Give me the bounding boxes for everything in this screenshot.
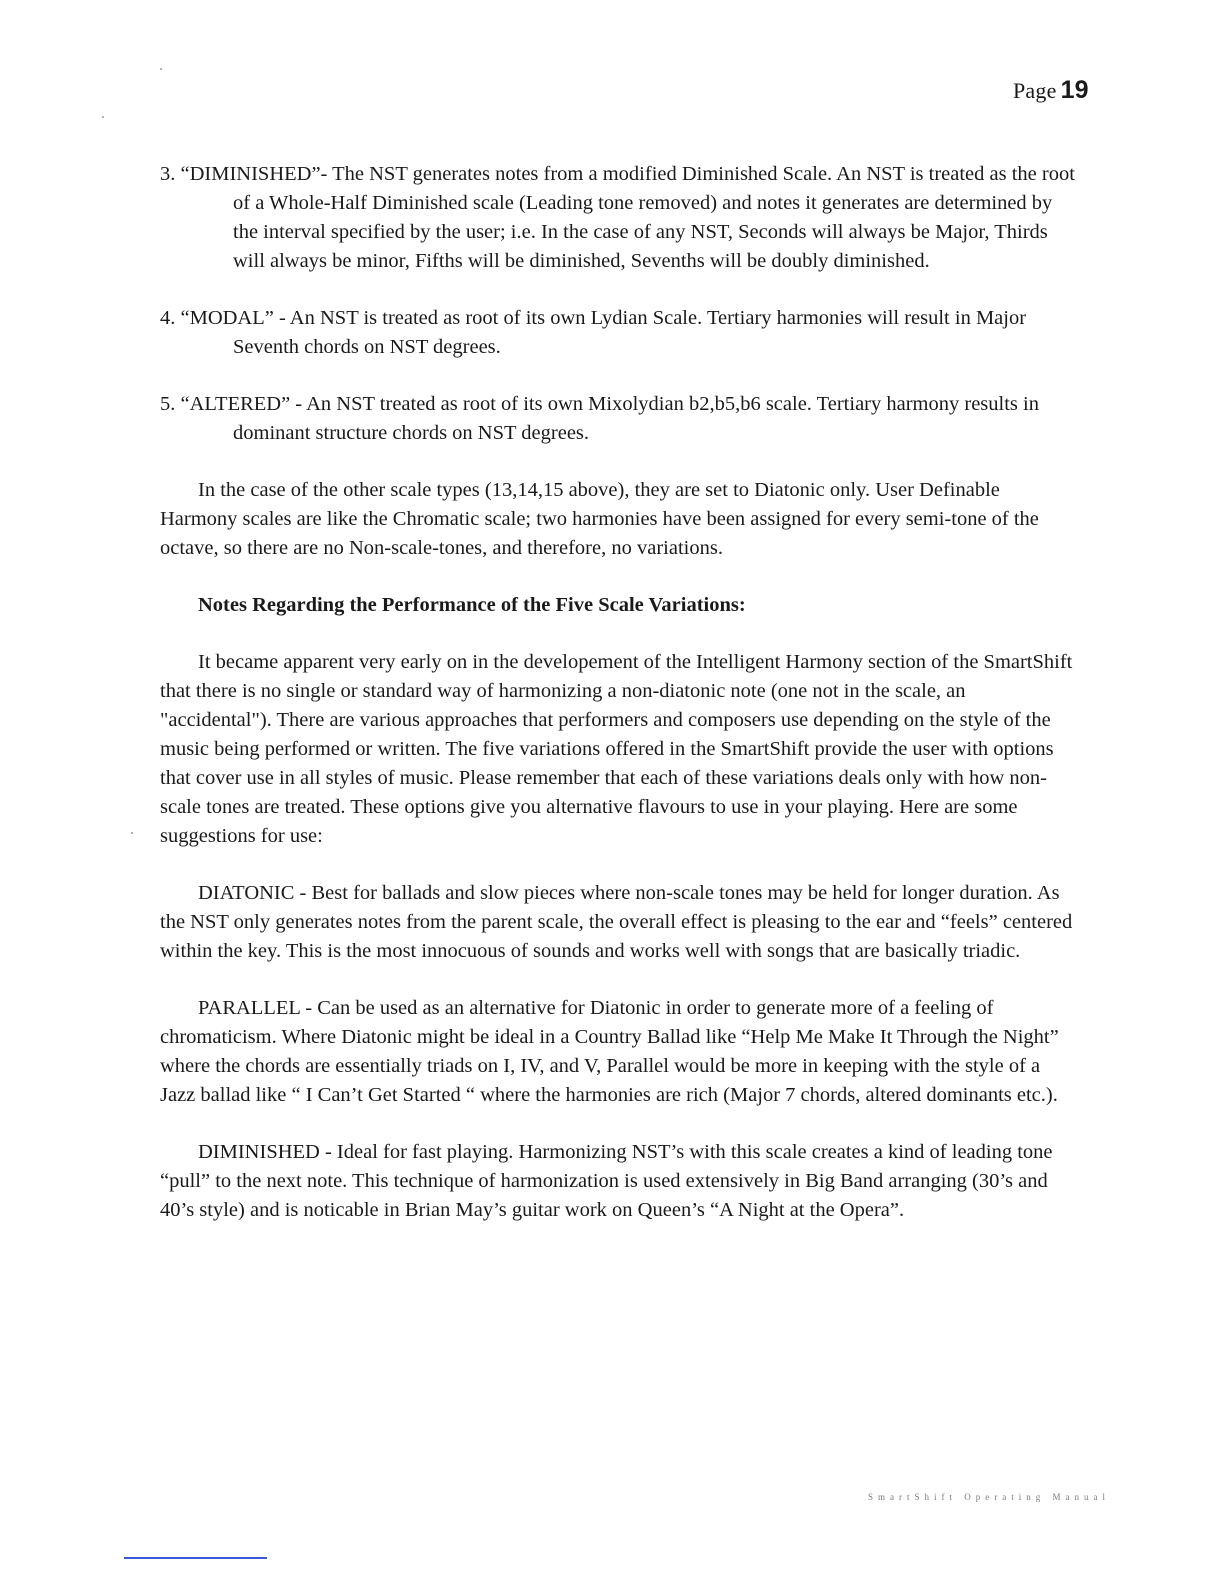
footer-rule (124, 1557, 267, 1559)
page-number (1013, 76, 1089, 105)
document-body (160, 160, 1080, 1253)
paragraph-diminished: DIMINISHED - Ideal for fast playing. Harmonizing NST’s with this scale creates a kind of leading tone “pull” to the next note. This technique of harmonization is used extensively in Big Band arranging (30’s and 40’s style) and is noticable in Brian May’s guitar work on Queen’s “A Night at the Opera”. (160, 1141, 1053, 1221)
paragraph-overview: It became apparent very early on in the developement of the Intelligent Harmony section of the SmartShift that there is no single or standard way of harmonizing a non-diatonic note (one not in the scale, an "accidental"). There are various approaches that performers and composers use depending on the style of the music being performed or written. The five variations offered in the SmartShift provide the user with options that cover use in all styles of music. Please remember that each of these variations deals only with how non-scale tones are treated. These options give you alternative flavours to use in your playing. Here are some suggestions for use: (160, 651, 1073, 847)
page-label: Page (1013, 78, 1057, 103)
paragraph-diatonic: DIATONIC - Best for ballads and slow pieces where non-scale tones may be held for longer duration. As the NST only generates notes from the parent scale, the overall effect is pleasing to the ear and “feels” centered within the key. This is the most innocuous of sounds and works well with songs that are basically triadic. (160, 882, 1073, 962)
list-item-diminished: 3. “DIMINISHED”- The NST generates notes from a modified Diminished Scale. An NST is treated as the root of a Whole-Half Diminished scale (Leading tone removed) and notes it generates are determined by the interval specified by the user; i.e. In the case of any NST, Seconds will always be Major, Thirds will always be minor, Fifths will be diminished, Sevenths will be doubly diminished. (160, 163, 1075, 272)
intro-paragraph: In the case of the other scale types (13,14,15 above), they are set to Diatonic only. User Definable Harmony scales are like the Chromatic scale; two harmonies have been assigned for every semi-tone of the octave, so there are no Non-scale-tones, and therefore, no variations. (160, 479, 1039, 559)
scan-speck (160, 68, 162, 70)
section-heading: Notes Regarding the Performance of the Five Scale Variations: (198, 594, 746, 616)
scan-speck (102, 116, 104, 118)
page-number-value: 19 (1060, 76, 1089, 104)
scan-speck (131, 832, 133, 834)
footer-text: SmartShift Operating Manual (868, 1492, 1110, 1502)
list-item-altered: 5. “ALTERED” - An NST treated as root of its own Mixolydian b2,b5,b6 scale. Tertiary harmony results in dominant structure chords on NST degrees. (160, 393, 1039, 444)
list-item-modal: 4. “MODAL” - An NST is treated as root of its own Lydian Scale. Tertiary harmonies will result in Major Seventh chords on NST degrees. (160, 307, 1027, 358)
paragraph-parallel: PARALLEL - Can be used as an alternative for Diatonic in order to generate more of a feeling of chromaticism. Where Diatonic might be ideal in a Country Ballad like “Help Me Make It Through the Night” where the chords are essentially triads on I, IV, and V, Parallel would be more in keeping with the style of a Jazz ballad like “ I Can’t Get Started “ where the harmonies are rich (Major 7 chords, altered dominants etc.). (160, 997, 1059, 1106)
